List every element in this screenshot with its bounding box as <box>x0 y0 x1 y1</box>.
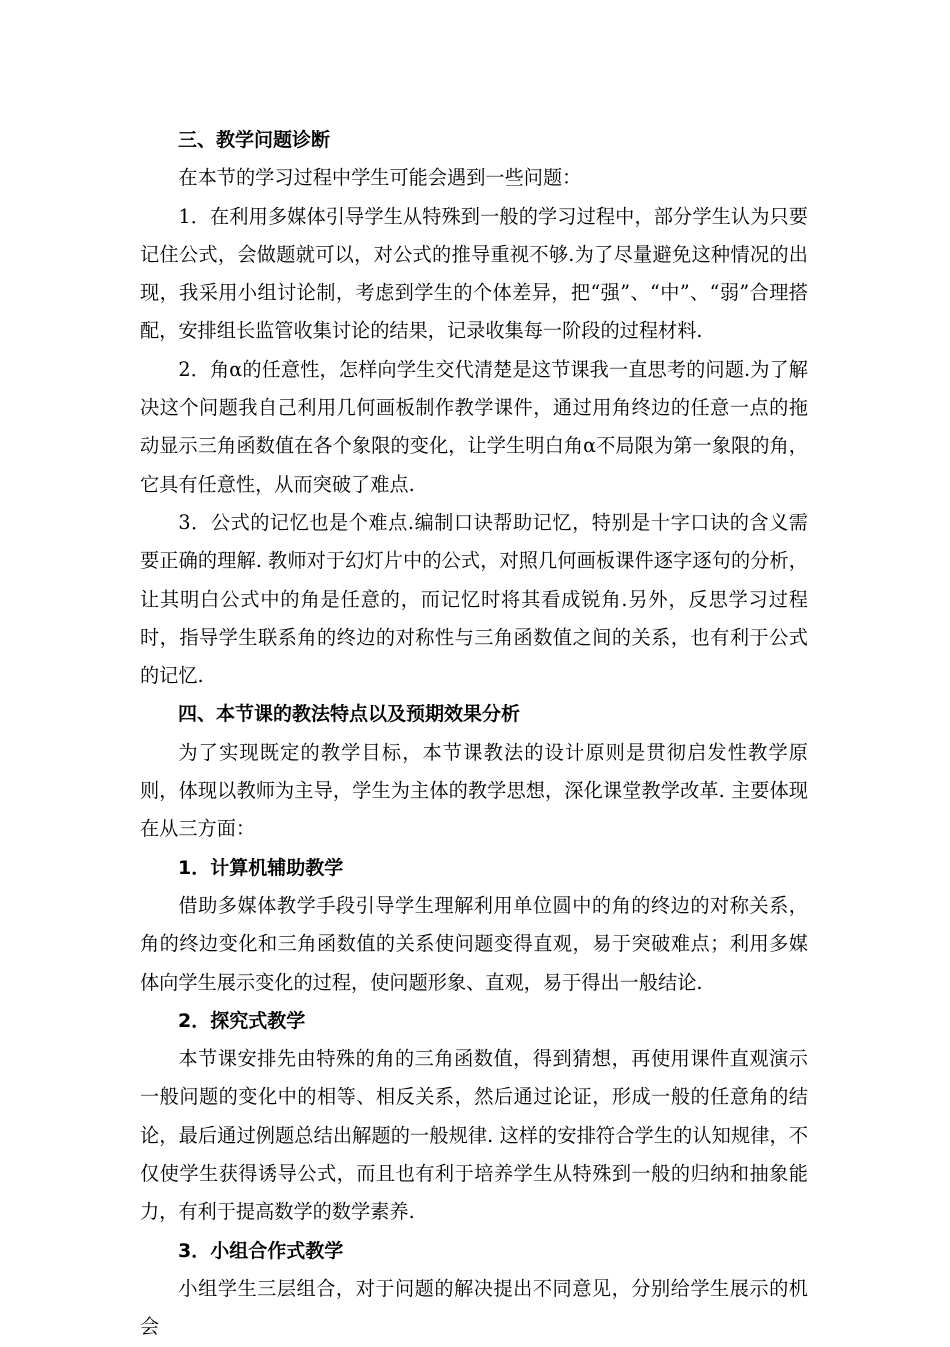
section-3-item-2: 2．角α的任意性，怎样向学生交代清楚是这节课我一直思考的问题.为了解决这个问题我自己利用几何画板制作教学课件，通过用角终边的任意一点的拖动显示三角函数值在各个象限的变化，让学生明白角α不局限为第一象限的角，它具有任意性，从而突破了难点. <box>140 357 808 496</box>
section-4-intro: 为了实现既定的教学目标，本节课教法的设计原则是贯彻启发性教学原则，体现以教师为主导，学生为主体的教学思想，深化课堂教学改革. 主要体现在从三方面： <box>140 740 808 841</box>
subsection-3-title: 3．小组合作式教学 <box>178 1239 344 1262</box>
subsection-1-title: 1．计算机辅助教学 <box>178 856 344 879</box>
subsection-2-text: 本节课安排先由特殊的角的三角函数值，得到猜想，再使用课件直观演示一般问题的变化中的相等、相反关系，然后通过论证，形成一般的任意角的结论，最后通过例题总结出解题的一般规律. 这样的安排符合学生的认知规律，不仅使学生获得诱导公式，而且也有利于培养学生从特殊到一般的归纳和抽象能力，有利于提高数学的数学素养. <box>140 1047 808 1224</box>
section-3-item-3: 3．公式的记忆也是个难点.编制口诀帮助记忆，特别是十字口诀的含义需要正确的理解. 教师对于幻灯片中的公式，对照几何画板课件逐字逐句的分析，让其明白公式中的角是任意的，而记忆时将其看成锐角.另外，反思学习过程时，指导学生联系角的终边的对称性与三角函数值之间的关系，也有利于公式的记忆. <box>140 510 808 688</box>
document-body <box>140 121 808 1347</box>
section-4-title: 四、本节课的教法特点以及预期效果分析 <box>178 703 521 726</box>
subsection-3-text: 小组学生三层组合，对于问题的解决提出不同意见，分别给学生展示的机会 <box>140 1276 808 1339</box>
section-3-item-1: 1．在利用多媒体引导学生从特殊到一般的学习过程中，部分学生认为只要记住公式，会做题就可以，对公式的推导重视不够.为了尽量避免这种情况的出现，我采用小组讨论制，考虑到学生的个体差异，把“强”、“中”、“弱”合理搭配，安排组长监管收集讨论的结果，记录收集每一阶段的过程材料. <box>140 204 808 343</box>
subsection-2-title: 2．探究式教学 <box>178 1009 306 1032</box>
section-3-intro: 在本节的学习过程中学生可能会遇到一些问题： <box>178 166 582 190</box>
subsection-1-text: 借助多媒体教学手段引导学生理解利用单位圆中的角的终边的对称关系，角的终边变化和三角函数值的关系使问题变得直观，易于突破难点；利用多媒体向学生展示变化的过程，使问题形象、直观，易于得出一般结论. <box>140 893 808 994</box>
section-3-title: 三、教学问题诊断 <box>178 129 331 151</box>
